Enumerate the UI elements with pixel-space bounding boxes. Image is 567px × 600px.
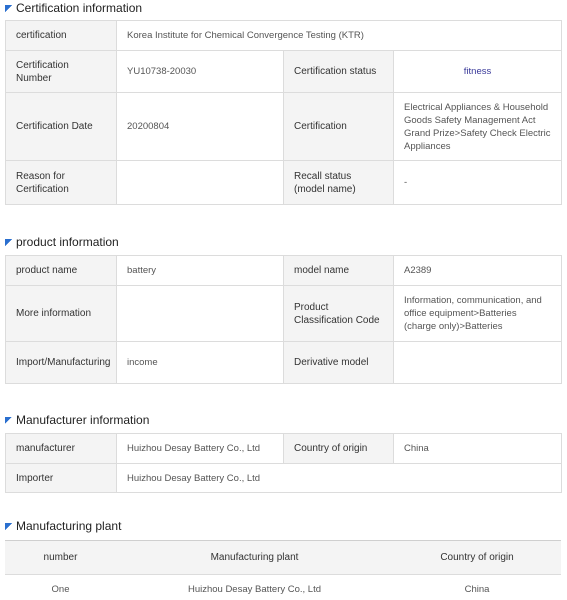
table-row bbox=[6, 286, 562, 342]
classification-code-label: Product Classification Code bbox=[284, 286, 394, 342]
import-manufacturing-label: Import/Manufacturing bbox=[6, 342, 117, 384]
certification-section-title bbox=[5, 0, 142, 16]
certification-table bbox=[5, 20, 562, 205]
plant-title-text: Manufacturing plant bbox=[16, 519, 122, 533]
import-manufacturing-value: income bbox=[117, 342, 284, 384]
table-row bbox=[6, 342, 562, 384]
certification-type-value: Electrical Appliances & Household Goods Safety Management Act Grand Prize>Safety Check Electric Appliances bbox=[394, 93, 562, 161]
table-row bbox=[5, 575, 561, 600]
section-marker-icon bbox=[5, 5, 12, 12]
table-row bbox=[6, 464, 562, 493]
more-information-value bbox=[117, 286, 284, 342]
certification-title-text: Certification information bbox=[16, 1, 143, 15]
product-title-text: product information bbox=[16, 235, 119, 249]
recall-status-value: - bbox=[394, 161, 562, 205]
plant-section-title bbox=[5, 518, 121, 534]
importer-value: Huizhou Desay Battery Co., Ltd bbox=[117, 464, 562, 493]
manufacturer-label: manufacturer bbox=[6, 434, 117, 464]
certification-status-value: fitness bbox=[394, 51, 562, 93]
manufacturer-value: Huizhou Desay Battery Co., Ltd bbox=[117, 434, 284, 464]
table-row bbox=[6, 161, 562, 205]
table-row bbox=[6, 256, 562, 286]
section-marker-icon bbox=[5, 239, 12, 246]
certification-number-value: YU10738-20030 bbox=[117, 51, 284, 93]
table-row bbox=[6, 434, 562, 464]
plant-header-row bbox=[5, 541, 561, 575]
certification-status-label: Certification status bbox=[284, 51, 394, 93]
certification-date-label: Certification Date bbox=[6, 93, 117, 161]
product-name-value: battery bbox=[117, 256, 284, 286]
table-row bbox=[6, 93, 562, 161]
product-table bbox=[5, 255, 562, 384]
table-row bbox=[6, 51, 562, 93]
model-name-value: A2389 bbox=[394, 256, 562, 286]
certification-date-value: 20200804 bbox=[117, 93, 284, 161]
section-marker-icon bbox=[5, 417, 12, 424]
plant-country-cell: China bbox=[464, 584, 490, 596]
plant-header-plant: Manufacturing plant bbox=[116, 541, 393, 575]
plant-table bbox=[5, 540, 561, 600]
manufacturer-table bbox=[5, 433, 562, 493]
certification-type-label: Certification bbox=[284, 93, 394, 161]
product-section-title bbox=[5, 234, 119, 250]
plant-header-number: number bbox=[5, 541, 116, 575]
plant-number-cell: One bbox=[51, 584, 70, 596]
country-of-origin-label: Country of origin bbox=[284, 434, 394, 464]
more-information-label: More information bbox=[6, 286, 117, 342]
table-row bbox=[6, 21, 562, 51]
certification-value: Korea Institute for Chemical Convergence Testing (KTR) bbox=[117, 21, 562, 51]
certification-number-label: Certification Number bbox=[6, 51, 117, 93]
manufacturer-title-text: Manufacturer information bbox=[16, 413, 150, 427]
plant-header-country: Country of origin bbox=[393, 541, 561, 575]
recall-status-label: Recall status (model name) bbox=[284, 161, 394, 205]
reason-label: Reason for Certification bbox=[6, 161, 117, 205]
derivative-model-value bbox=[394, 342, 562, 384]
plant-name-cell: Huizhou Desay Battery Co., Ltd bbox=[187, 584, 322, 596]
reason-value bbox=[117, 161, 284, 205]
manufacturer-section-title bbox=[5, 412, 149, 428]
section-marker-icon bbox=[5, 523, 12, 530]
country-of-origin-value: China bbox=[394, 434, 562, 464]
derivative-model-label: Derivative model bbox=[284, 342, 394, 384]
classification-code-value: Information, communication, and office equipment>Batteries (charge only)>Batteries bbox=[394, 286, 562, 342]
model-name-label: model name bbox=[284, 256, 394, 286]
importer-label: Importer bbox=[6, 464, 117, 493]
product-name-label: product name bbox=[6, 256, 117, 286]
certification-label: certification bbox=[6, 21, 117, 51]
